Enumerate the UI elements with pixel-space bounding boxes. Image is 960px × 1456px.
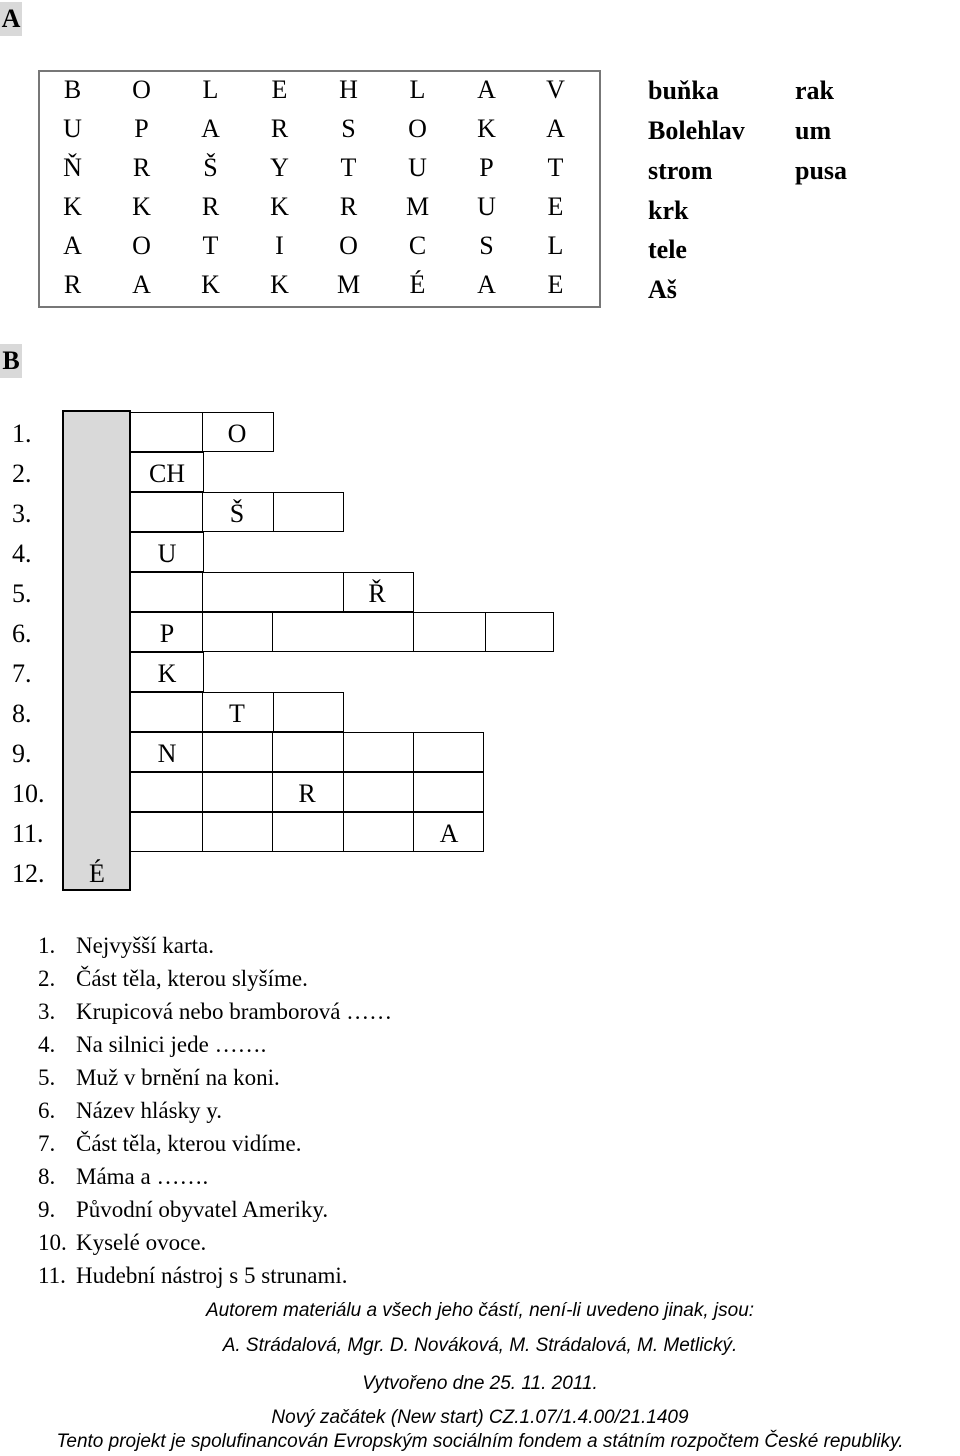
word-search-letter[interactable]: L <box>547 231 564 260</box>
clue-text: Na silnici jede ……. <box>76 1032 267 1057</box>
word-search-letter[interactable]: R <box>201 192 220 221</box>
crossword-row-number: 4. <box>12 539 32 568</box>
grid-line <box>202 692 274 732</box>
clue-item <box>38 1127 301 1160</box>
crossword-row-number: 9. <box>12 739 32 768</box>
word-item: Aš <box>648 275 677 304</box>
crossword-row-number: 2. <box>12 459 32 488</box>
footer-authors-intro: Autorem materiálu a všech jeho částí, není-li uvedeno jinak, jsou: <box>205 1300 755 1321</box>
clue-item <box>38 962 308 995</box>
crossword-row-number: 12. <box>12 859 45 888</box>
clue-number: 7. <box>38 1131 56 1156</box>
clue-text: Máma a ……. <box>76 1164 209 1189</box>
crossword-letter: É <box>89 859 105 888</box>
word-search-letter[interactable]: A <box>132 270 151 299</box>
word-search-letter[interactable]: O <box>408 114 427 143</box>
footer-authors: A. Strádalová, Mgr. D. Nováková, M. Strádalová, M. Metlický. <box>222 1335 738 1356</box>
word-search-letter[interactable]: O <box>132 231 151 260</box>
clue-text: Název hlásky y. <box>76 1098 223 1123</box>
word-search-letter[interactable]: I <box>275 231 284 260</box>
word-item: Bolehlav <box>648 116 745 145</box>
word-search-row <box>38 187 590 226</box>
word-search-letter[interactable]: S <box>341 114 356 143</box>
crossword-letter: Ř <box>368 579 386 608</box>
word-search-row <box>38 70 590 109</box>
word-search-letter[interactable]: B <box>63 75 82 104</box>
clue-text: Kyselé ovoce. <box>76 1230 207 1255</box>
word-search-letter[interactable]: K <box>132 192 151 221</box>
word-search-letter[interactable]: A <box>477 75 496 104</box>
grid-line <box>272 812 344 852</box>
word-search-letter[interactable]: M <box>405 192 430 221</box>
grid-line <box>202 412 203 452</box>
crossword-letter: P <box>159 619 175 648</box>
crossword-row-number: 7. <box>12 659 32 688</box>
crossword-row-number: 8. <box>12 699 32 728</box>
word-search-letter[interactable]: P <box>479 153 494 182</box>
word-search-letter[interactable]: A <box>201 114 220 143</box>
word-search-letter[interactable]: C <box>408 231 427 260</box>
word-search-letter[interactable]: S <box>479 231 494 260</box>
word-search-letter[interactable]: M <box>336 270 361 299</box>
clue-number: 2. <box>38 966 56 991</box>
word-search-letter[interactable]: L <box>409 75 426 104</box>
word-search-row <box>38 148 590 187</box>
crossword-row-number: 1. <box>12 419 32 448</box>
clue-item <box>38 1061 280 1094</box>
section-b-label: B <box>0 344 22 378</box>
grid-line <box>272 612 414 652</box>
crossword-letter: A <box>439 819 459 848</box>
crossword-row-number: 10. <box>12 779 45 808</box>
clue-item <box>38 1193 328 1226</box>
word-search-row <box>38 265 590 304</box>
word-search-letter[interactable]: R <box>63 270 82 299</box>
word-search-letter[interactable]: V <box>546 75 565 104</box>
clue-item <box>38 1028 266 1061</box>
crossword-letter: Š <box>229 499 245 528</box>
crossword-letter: U <box>157 539 177 568</box>
word-search-letter[interactable]: R <box>339 192 358 221</box>
word-item: buňka <box>648 76 719 105</box>
word-search-letter[interactable]: U <box>63 114 82 143</box>
clue-text: Část těla, kterou slyšíme. <box>76 966 308 991</box>
word-search-letter[interactable]: Y <box>270 153 289 182</box>
word-search-letter[interactable]: O <box>132 75 151 104</box>
word-search-grid <box>38 70 590 304</box>
word-search-letter[interactable]: K <box>270 270 289 299</box>
footer-created-date: Vytvořeno dne 25. 11. 2011. <box>362 1373 598 1394</box>
clue-text: Nejvyšší karta. <box>76 933 214 958</box>
clue-number: 4. <box>38 1032 56 1057</box>
word-search-row <box>38 109 590 148</box>
clue-number: 3. <box>38 999 56 1024</box>
word-search-letter[interactable]: K <box>63 192 82 221</box>
clue-text: Původní obyvatel Ameriky. <box>76 1197 329 1222</box>
word-item: strom <box>648 156 713 185</box>
clue-number: 9. <box>38 1197 56 1222</box>
word-search-letter[interactable]: U <box>408 153 427 182</box>
word-search-letter[interactable]: R <box>270 114 289 143</box>
section-a-label: A <box>0 2 22 36</box>
clue-text: Muž v brnění na koni. <box>76 1065 280 1090</box>
clue-text: Hudební nástroj s 5 strunami. <box>76 1263 348 1288</box>
clue-text: Krupicová nebo bramborová …… <box>76 999 393 1024</box>
crossword-solution-column <box>62 410 131 891</box>
clue-text: Část těla, kterou vidíme. <box>76 1131 302 1156</box>
word-search-letter[interactable]: K <box>201 270 220 299</box>
word-item: um <box>795 116 832 145</box>
crossword-letter: T <box>229 699 245 728</box>
word-search-letter[interactable]: P <box>134 114 149 143</box>
clue-number: 1. <box>38 933 56 958</box>
grid-line <box>272 772 344 812</box>
word-search-letter[interactable]: R <box>132 153 151 182</box>
clue-number: 8. <box>38 1164 56 1189</box>
crossword-letter: R <box>298 779 316 808</box>
word-search-letter[interactable]: E <box>271 75 288 104</box>
word-item: tele <box>648 235 687 264</box>
word-search-letter[interactable]: E <box>547 270 564 299</box>
clue-item <box>38 929 214 962</box>
word-search-letter[interactable]: A <box>477 270 496 299</box>
word-item: rak <box>795 76 834 105</box>
word-search-row <box>38 226 590 265</box>
grid-line <box>272 732 344 772</box>
crossword-row-number: 6. <box>12 619 32 648</box>
crossword-letter: CH <box>148 459 186 488</box>
word-search-letter[interactable]: L <box>202 75 219 104</box>
clue-item <box>38 1226 206 1259</box>
clue-item <box>38 995 392 1028</box>
word-search-letter[interactable]: Š <box>203 153 218 182</box>
crossword-row-number: 11. <box>12 819 44 848</box>
crossword-row-number: 3. <box>12 499 32 528</box>
clue-number: 11. <box>38 1263 66 1288</box>
footer-funding-note: Tento projekt je spolufinancován Evropským sociálním fondem a státním rozpočtem České republiky. <box>56 1431 904 1452</box>
word-search-letter[interactable]: O <box>339 231 358 260</box>
word-search-letter[interactable]: H <box>339 75 358 104</box>
word-search-letter[interactable]: T <box>340 153 357 182</box>
clue-item <box>38 1094 222 1127</box>
word-search-letter[interactable]: T <box>547 153 564 182</box>
clue-number: 10. <box>38 1230 67 1255</box>
crossword-row-number: 5. <box>12 579 32 608</box>
footer-project-code: Nový začátek (New start) CZ.1.07/1.4.00/21.1409 <box>271 1407 689 1428</box>
word-search-letter[interactable]: E <box>547 192 564 221</box>
word-item: pusa <box>795 156 848 185</box>
word-search-letter[interactable]: K <box>477 114 496 143</box>
word-item: krk <box>648 196 689 225</box>
word-search-letter[interactable]: U <box>477 192 496 221</box>
word-search-letter[interactable]: T <box>202 231 219 260</box>
word-search-letter[interactable]: Ň <box>63 153 82 182</box>
clue-item <box>38 1259 348 1292</box>
grid-line <box>202 572 344 612</box>
word-search-letter[interactable]: A <box>63 231 82 260</box>
crossword-letter: K <box>157 659 177 688</box>
word-search-letter[interactable]: É <box>409 270 426 299</box>
word-search-letter[interactable]: A <box>546 114 565 143</box>
grid-line <box>202 492 274 532</box>
clue-number: 5. <box>38 1065 56 1090</box>
word-search-letter[interactable]: K <box>270 192 289 221</box>
clue-number: 6. <box>38 1098 56 1123</box>
crossword-letter: N <box>157 739 177 768</box>
crossword-letter: O <box>227 419 247 448</box>
clue-item <box>38 1160 208 1193</box>
